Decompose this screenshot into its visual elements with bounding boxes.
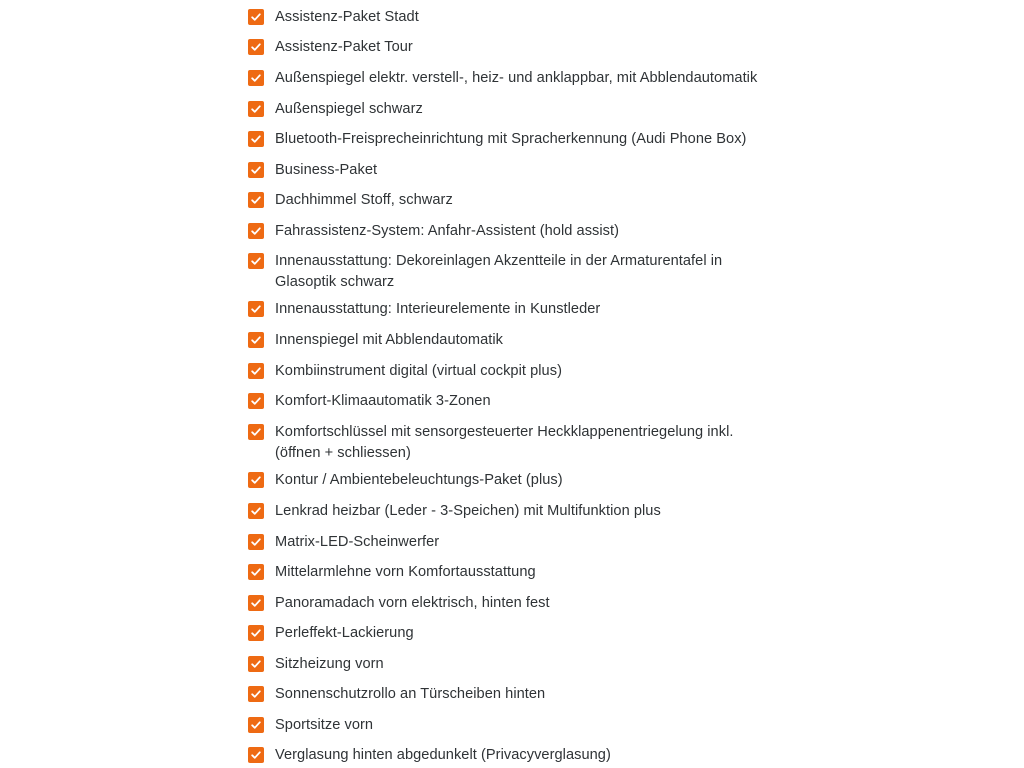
feature-label: Panoramadach vorn elektrisch, hinten fest bbox=[275, 595, 550, 611]
feature-label: Sonnenschutzrollo an Türscheiben hinten bbox=[275, 686, 546, 702]
feature-item bbox=[248, 129, 768, 150]
check-icon bbox=[250, 658, 262, 670]
feature-checkbox[interactable] bbox=[248, 223, 264, 239]
feature-checkbox[interactable] bbox=[248, 503, 264, 519]
feature-label: Assistenz-Paket Tour bbox=[275, 39, 413, 55]
check-icon bbox=[250, 474, 262, 486]
feature-item bbox=[248, 715, 768, 736]
feature-label: Kombiinstrument digital (virtual cockpit plus) bbox=[275, 363, 562, 379]
check-icon bbox=[250, 426, 262, 438]
feature-checkbox[interactable] bbox=[248, 9, 264, 25]
check-icon bbox=[250, 597, 262, 609]
check-icon bbox=[250, 365, 262, 377]
feature-label: Mittelarmlehne vorn Komfortausstattung bbox=[275, 564, 536, 580]
feature-label: Fahrassistenz-System: Anfahr-Assistent (hold assist) bbox=[275, 223, 620, 239]
feature-checkbox[interactable] bbox=[248, 424, 264, 440]
feature-item bbox=[248, 422, 768, 463]
feature-item bbox=[248, 470, 768, 491]
check-icon bbox=[250, 303, 262, 315]
feature-label: Komfort-Klimaautomatik 3-Zonen bbox=[275, 393, 491, 409]
feature-item bbox=[248, 160, 768, 181]
feature-label: Assistenz-Paket Stadt bbox=[275, 9, 419, 25]
feature-checkbox[interactable] bbox=[248, 131, 264, 147]
feature-item bbox=[248, 7, 768, 28]
feature-item bbox=[248, 501, 768, 522]
check-icon bbox=[250, 395, 262, 407]
feature-checkbox[interactable] bbox=[248, 534, 264, 550]
feature-item bbox=[248, 532, 768, 553]
feature-item bbox=[248, 221, 768, 242]
feature-item bbox=[248, 593, 768, 614]
feature-item bbox=[248, 654, 768, 675]
feature-label: Außenspiegel schwarz bbox=[275, 101, 423, 117]
feature-checkbox[interactable] bbox=[248, 625, 264, 641]
feature-checkbox[interactable] bbox=[248, 472, 264, 488]
check-icon bbox=[250, 72, 262, 84]
feature-checkbox[interactable] bbox=[248, 253, 264, 269]
check-icon bbox=[250, 505, 262, 517]
feature-item bbox=[248, 391, 768, 412]
feature-checkbox[interactable] bbox=[248, 656, 264, 672]
feature-label: Innenspiegel mit Abblendautomatik bbox=[275, 332, 504, 348]
feature-checkbox[interactable] bbox=[248, 39, 264, 55]
feature-item bbox=[248, 99, 768, 120]
feature-checkbox[interactable] bbox=[248, 162, 264, 178]
feature-checkbox[interactable] bbox=[248, 70, 264, 86]
feature-label: Innenausstattung: Interieurelemente in Kunstleder bbox=[275, 301, 601, 317]
feature-label: Perleffekt-Lackierung bbox=[275, 625, 414, 641]
feature-checkbox[interactable] bbox=[248, 101, 264, 117]
check-icon bbox=[250, 164, 262, 176]
feature-label: Kontur / Ambientebeleuchtungs-Paket (plus) bbox=[275, 472, 563, 488]
feature-item bbox=[248, 684, 768, 705]
feature-checkbox[interactable] bbox=[248, 363, 264, 379]
check-icon bbox=[250, 41, 262, 53]
feature-label: Sportsitze vorn bbox=[275, 717, 374, 733]
feature-checkbox[interactable] bbox=[248, 301, 264, 317]
feature-label: Matrix-LED-Scheinwerfer bbox=[275, 534, 440, 550]
feature-checkbox[interactable] bbox=[248, 564, 264, 580]
check-icon bbox=[250, 627, 262, 639]
feature-item bbox=[248, 299, 768, 320]
feature-label: Business-Paket bbox=[275, 162, 378, 178]
feature-label: Komfortschlüssel mit sensorgesteuerter Heckklappenentriegelung inkl. (öffnen + schliessen) bbox=[275, 424, 734, 461]
feature-item bbox=[248, 68, 768, 89]
feature-item bbox=[248, 190, 768, 211]
feature-label: Sitzheizung vorn bbox=[275, 656, 384, 672]
check-icon bbox=[250, 566, 262, 578]
feature-item bbox=[248, 330, 768, 351]
feature-label: Verglasung hinten abgedunkelt (Privacyverglasung) bbox=[275, 747, 611, 763]
feature-checkbox[interactable] bbox=[248, 686, 264, 702]
feature-item bbox=[248, 623, 768, 644]
check-icon bbox=[250, 719, 262, 731]
check-icon bbox=[250, 255, 262, 267]
feature-checkbox[interactable] bbox=[248, 747, 264, 763]
feature-item bbox=[248, 562, 768, 583]
check-icon bbox=[250, 133, 262, 145]
check-icon bbox=[250, 334, 262, 346]
feature-checkbox[interactable] bbox=[248, 393, 264, 409]
check-icon bbox=[250, 536, 262, 548]
feature-item bbox=[248, 37, 768, 58]
check-icon bbox=[250, 103, 262, 115]
feature-label: Dachhimmel Stoff, schwarz bbox=[275, 192, 453, 208]
feature-label: Innenausstattung: Dekoreinlagen Akzentteile in der Armaturentafel in Glasoptik schwarz bbox=[275, 253, 723, 290]
check-icon bbox=[250, 749, 262, 761]
check-icon bbox=[250, 225, 262, 237]
feature-item bbox=[248, 361, 768, 382]
feature-checkbox[interactable] bbox=[248, 192, 264, 208]
feature-label: Lenkrad heizbar (Leder - 3-Speichen) mit Multifunktion plus bbox=[275, 503, 661, 519]
feature-checkbox[interactable] bbox=[248, 717, 264, 733]
check-icon bbox=[250, 194, 262, 206]
feature-label: Bluetooth-Freisprecheinrichtung mit Spracherkennung (Audi Phone Box) bbox=[275, 131, 747, 147]
check-icon bbox=[250, 11, 262, 23]
feature-item bbox=[248, 251, 768, 292]
feature-label: Außenspiegel elektr. verstell-, heiz- und anklappbar, mit Abblendautomatik bbox=[275, 70, 758, 86]
feature-item bbox=[248, 745, 768, 766]
feature-checkbox[interactable] bbox=[248, 332, 264, 348]
feature-checkbox[interactable] bbox=[248, 595, 264, 611]
check-icon bbox=[250, 688, 262, 700]
